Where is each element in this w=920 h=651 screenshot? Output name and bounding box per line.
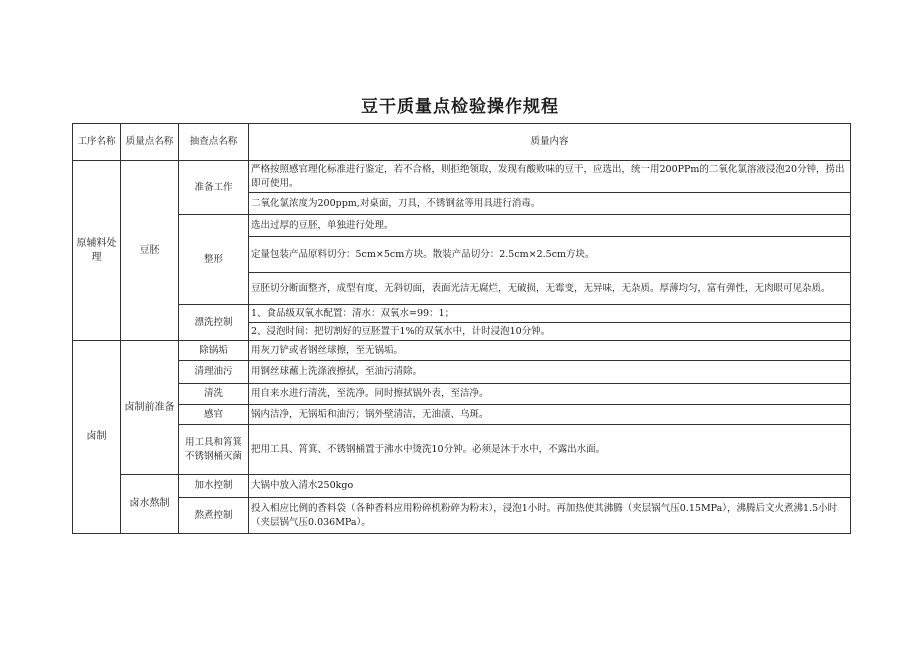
check-point-cell: 漂洗控制 (179, 305, 249, 341)
check-point-cell: 清理油污 (179, 361, 249, 384)
table-row (73, 475, 851, 498)
content-cell: 选出过厚的豆胚，单独进行处理。 (249, 215, 851, 237)
check-point-cell: 除锅垢 (179, 341, 249, 361)
table-row (73, 498, 851, 534)
check-point-cell: 熬煮控制 (179, 498, 249, 534)
table-row (73, 405, 851, 425)
content-cell: 1、食品级双氧水配置：清水：双氧水=99：1； (249, 305, 851, 323)
process-cell: 原辅料处理 (73, 161, 121, 341)
header-check-point: 抽查点名称 (179, 124, 249, 161)
table-header-row (73, 124, 851, 161)
document-title: 豆干质量点检验操作规程 (361, 97, 559, 117)
check-point-cell: 清洗 (179, 384, 249, 405)
table-row (73, 361, 851, 384)
content-cell: 大锅中放入清水250kgo (249, 475, 851, 498)
check-point-cell: 整形 (179, 215, 249, 305)
header-process: 工序名称 (73, 124, 121, 161)
quality-point-cell: 卤水熬制 (121, 475, 179, 534)
table-row (73, 215, 851, 237)
quality-spec-table (72, 123, 851, 534)
content-cell: 用灰刀铲或者钢丝球擦，至无锅垢。 (249, 341, 851, 361)
table-row (73, 425, 851, 475)
header-content: 质量内容 (249, 124, 851, 161)
content-cell: 2、浸泡时间：把切割好的豆胚置于1%的双氧水中，计时浸泡10分钟。 (249, 323, 851, 341)
table-row (73, 384, 851, 405)
content-cell: 二氧化氯浓度为200ppm,对桌面，刀具，不锈钢盆等用具进行消毒。 (249, 193, 851, 215)
header-quality-point: 质量点名称 (121, 124, 179, 161)
check-point-cell: 感官 (179, 405, 249, 425)
check-point-cell (179, 425, 249, 475)
check-point-cell: 加水控制 (179, 475, 249, 498)
content-cell: 把用工具、筲箕、不锈钢桶置于沸水中烫洗10分钟。必须是沐于水中，不露出水面。 (249, 425, 851, 475)
content-cell: 锅内洁净，无锅垢和油污；锅外壁清洁，无油渍、乌斑。 (249, 405, 851, 425)
content-cell: 定量包装产品原料切分：5cm×5cm方块。散装产品切分：2.5cm×2.5cm方块。 (249, 237, 851, 273)
content-cell: 严格按照感官理化标准进行鉴定，若不合格，则拒绝领取，发现有酸败味的豆干，应选出，统一用200PPm的二氧化氯溶液浸泡20分钟，捞出即可使用。 (249, 161, 851, 193)
check-point-line: 用工具和筲箕 (184, 436, 242, 448)
content-cell: 豆胚切分断面整齐，成型有度，无斜切面，表面光洁无腐烂，无破损，无霉变，无异味，无杂质。厚薄均匀，富有弹性，无肉眼可见杂质。 (249, 273, 851, 305)
check-point-line: 不锈钢桶灭菌 (184, 450, 242, 462)
table-row (73, 341, 851, 361)
check-point-cell: 准备工作 (179, 161, 249, 215)
table-row (73, 161, 851, 193)
quality-point-cell: 卤制前准备 (121, 341, 179, 475)
quality-point-cell: 豆胚 (121, 161, 179, 341)
table-row (73, 305, 851, 323)
content-cell: 投入相应比例的香料袋（各种香料应用粉碎机粉碎为粉末），浸泡1小时。再加热使其沸腾（夹层锅气压0.15MPa），沸腾后文火煮沸1.5小时（夹层锅气压0.036MPa）。 (249, 498, 851, 534)
process-cell: 卤制 (73, 341, 121, 534)
content-cell: 用钢丝球蘸上洗涤液擦拭，至油污清除。 (249, 361, 851, 384)
content-cell: 用自来水进行清洗，至洗净。同时擦拭锅外表，至洁净。 (249, 384, 851, 405)
